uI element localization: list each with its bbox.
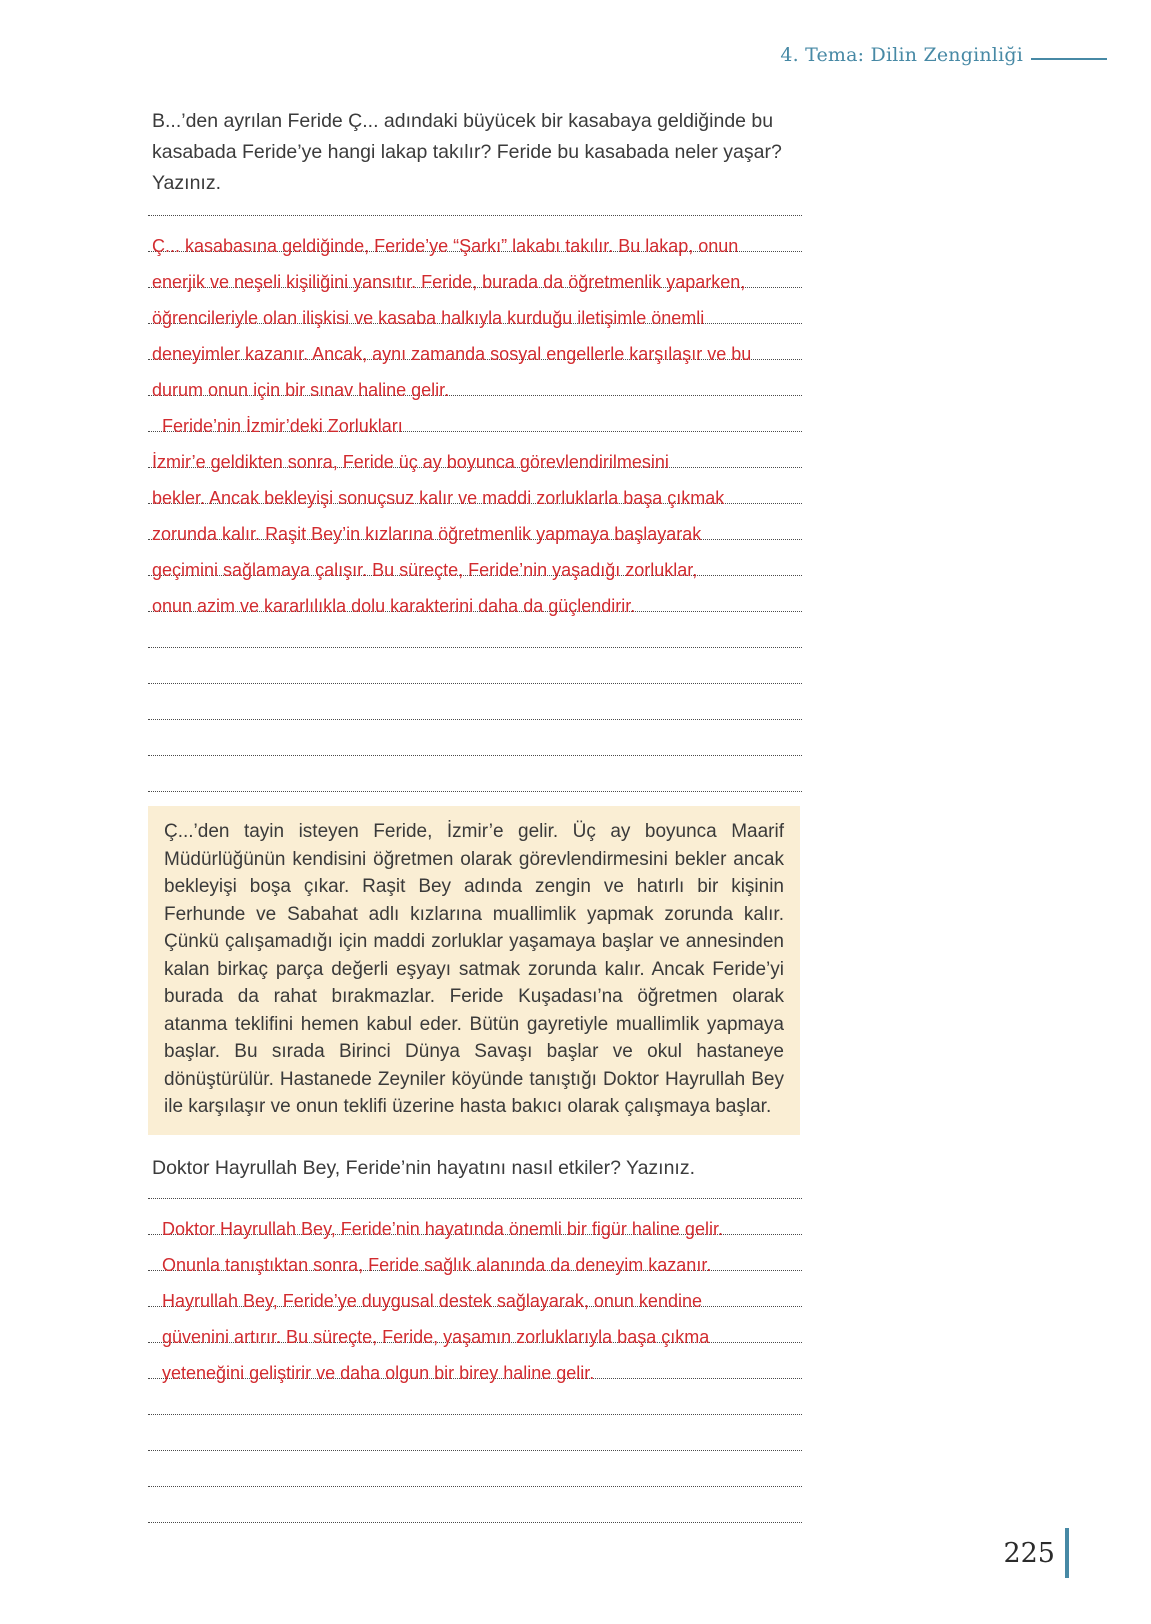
page-number: 225 xyxy=(1003,1537,1055,1569)
answer-line xyxy=(148,576,802,616)
handwritten-text: öğrencileriyle olan ilişkisi ve kasaba halkıyla kurduğu iletişimle önemli xyxy=(152,308,705,328)
answer-line xyxy=(148,1343,802,1383)
handwritten-text: deneyimler kazanır. Ancak, aynı zamanda sosyal engellerle karşılaşır ve bu xyxy=(152,344,752,364)
answer-line xyxy=(148,252,802,292)
handwritten-text: Onunla tanıştıktan sonra, Feride sağlık alanında da deneyim kazanır. xyxy=(162,1254,712,1275)
header-rule xyxy=(1031,58,1107,60)
answer-line xyxy=(148,1307,802,1347)
ruled-line xyxy=(148,684,802,720)
answer-block-3 xyxy=(148,1198,802,1383)
blank-ruled-lines xyxy=(148,612,802,792)
answer-line xyxy=(148,324,802,364)
ruled-line xyxy=(148,648,802,684)
handwritten-text: onun azim ve kararlılıkla dolu karakterini daha da güçlendirir. xyxy=(152,596,636,616)
ruled-line xyxy=(148,1487,802,1523)
answer-line xyxy=(148,504,802,544)
ruled-line xyxy=(148,612,802,648)
question-1: B...’den ayrılan Feride Ç... adındaki büyücek bir kasabaya geldiğinde bu kasabada Feride’ye hangi lakap takılır? Feride bu kasabada neler yaşar? Yazınız. xyxy=(152,110,782,194)
handwritten-text: Hayrullah Bey, Feride’ye duygusal destek sağlayarak, onun kendine xyxy=(162,1290,702,1311)
ruled-line xyxy=(148,1415,802,1451)
answer-block-1 xyxy=(148,215,802,400)
answer-line xyxy=(148,360,802,400)
handwritten-heading: Feride’nin İzmir’deki Zorlukları xyxy=(162,416,403,436)
page-content xyxy=(148,106,802,1523)
handwritten-text: geçimini sağlamaya çalışır. Bu süreçte, Feride’nin yaşadığı zorluklar, xyxy=(152,560,698,580)
answer-line xyxy=(148,1199,802,1239)
handwritten-text: güvenini artırır. Bu süreçte, Feride, yaşamın zorluklarıyla başa çıkma xyxy=(162,1326,710,1347)
handwritten-text: Doktor Hayrullah Bey, Feride’nin hayatında önemli bir figür haline gelir. xyxy=(162,1218,723,1239)
question-2: Doktor Hayrullah Bey, Feride’nin hayatını nasıl etkiler? Yazınız. xyxy=(152,1156,696,1179)
ruled-line xyxy=(148,720,802,756)
handwritten-text: Ç... kasabasına geldiğinde, Feride’ye “Şarkı” lakabı takılır. Bu lakap, onun xyxy=(152,236,739,256)
answer-line xyxy=(148,288,802,328)
ruled-line xyxy=(148,1451,802,1487)
blank-ruled-lines xyxy=(148,1379,802,1523)
handwritten-text: zorunda kalır. Raşit Bey’in kızlarına öğretmenlik yapmaya başlayarak xyxy=(152,524,702,544)
handwritten-text: yeteneğini geliştirir ve daha olgun bir birey haline gelir. xyxy=(162,1362,595,1383)
handwritten-text: durum onun için bir sınav haline gelir. xyxy=(152,380,450,400)
summary-highlight-box: Ç...’den tayin isteyen Feride, İzmir’e gelir. Üç ay boyunca Maarif Müdürlüğünün kendisini öğretmen olarak görevlendirmesini bekler ancak bekleyişi boşa çıkar. Raşit Bey adında zengin ve hatırlı bir kişinin Ferhunde ve Sabahat adlı kızlarına muallimlik yapmak zorunda kalır. Çünkü çalışamadığı için maddi zorluklar yaşamaya başlar ve annesinden kalan birkaç parça değerli eşyayı satmak zorunda kalır. Ancak Feride’yi burada da rahat bırakmazlar. Feride Kuşadası’na öğretmen olarak atanma teklifini hemen kabul eder. Bütün gayretiyle muallimlik yapmaya başlar. Bu sırada Birinci Dünya Savaşı başlar ve okul hastaneye dönüştürülür. Hastanede Zeyniler köyünde tanıştığı Doktor Hayrullah Bey ile karşılaşır ve onun teklifi üzerine hasta bakıcı olarak çalışmaya başlar. xyxy=(148,806,800,1135)
footer-accent-bar xyxy=(1065,1528,1069,1578)
handwritten-text: İzmir’e geldikten sonra, Feride üç ay boyunca görevlendirilmesini xyxy=(152,452,669,472)
answer-line xyxy=(148,540,802,580)
page-footer xyxy=(1003,1528,1069,1578)
answer-line xyxy=(148,396,802,436)
handwritten-text: enerjik ve neşeli kişiliğini yansıtır. Feride, burada da öğretmenlik yaparken, xyxy=(152,272,746,292)
page-header xyxy=(780,44,1107,66)
answer-line xyxy=(148,1271,802,1311)
answer-line xyxy=(148,216,802,256)
answer-block-2 xyxy=(148,396,802,616)
ruled-line xyxy=(148,756,802,792)
answer-line xyxy=(148,432,802,472)
answer-line xyxy=(148,1235,802,1275)
answer-line xyxy=(148,468,802,508)
handwritten-text: bekler. Ancak bekleyişi sonuçsuz kalır ve maddi zorluklarla başa çıkmak xyxy=(152,488,725,508)
ruled-line xyxy=(148,1379,802,1415)
theme-title: 4. Tema: Dilin Zenginliği xyxy=(780,44,1023,66)
